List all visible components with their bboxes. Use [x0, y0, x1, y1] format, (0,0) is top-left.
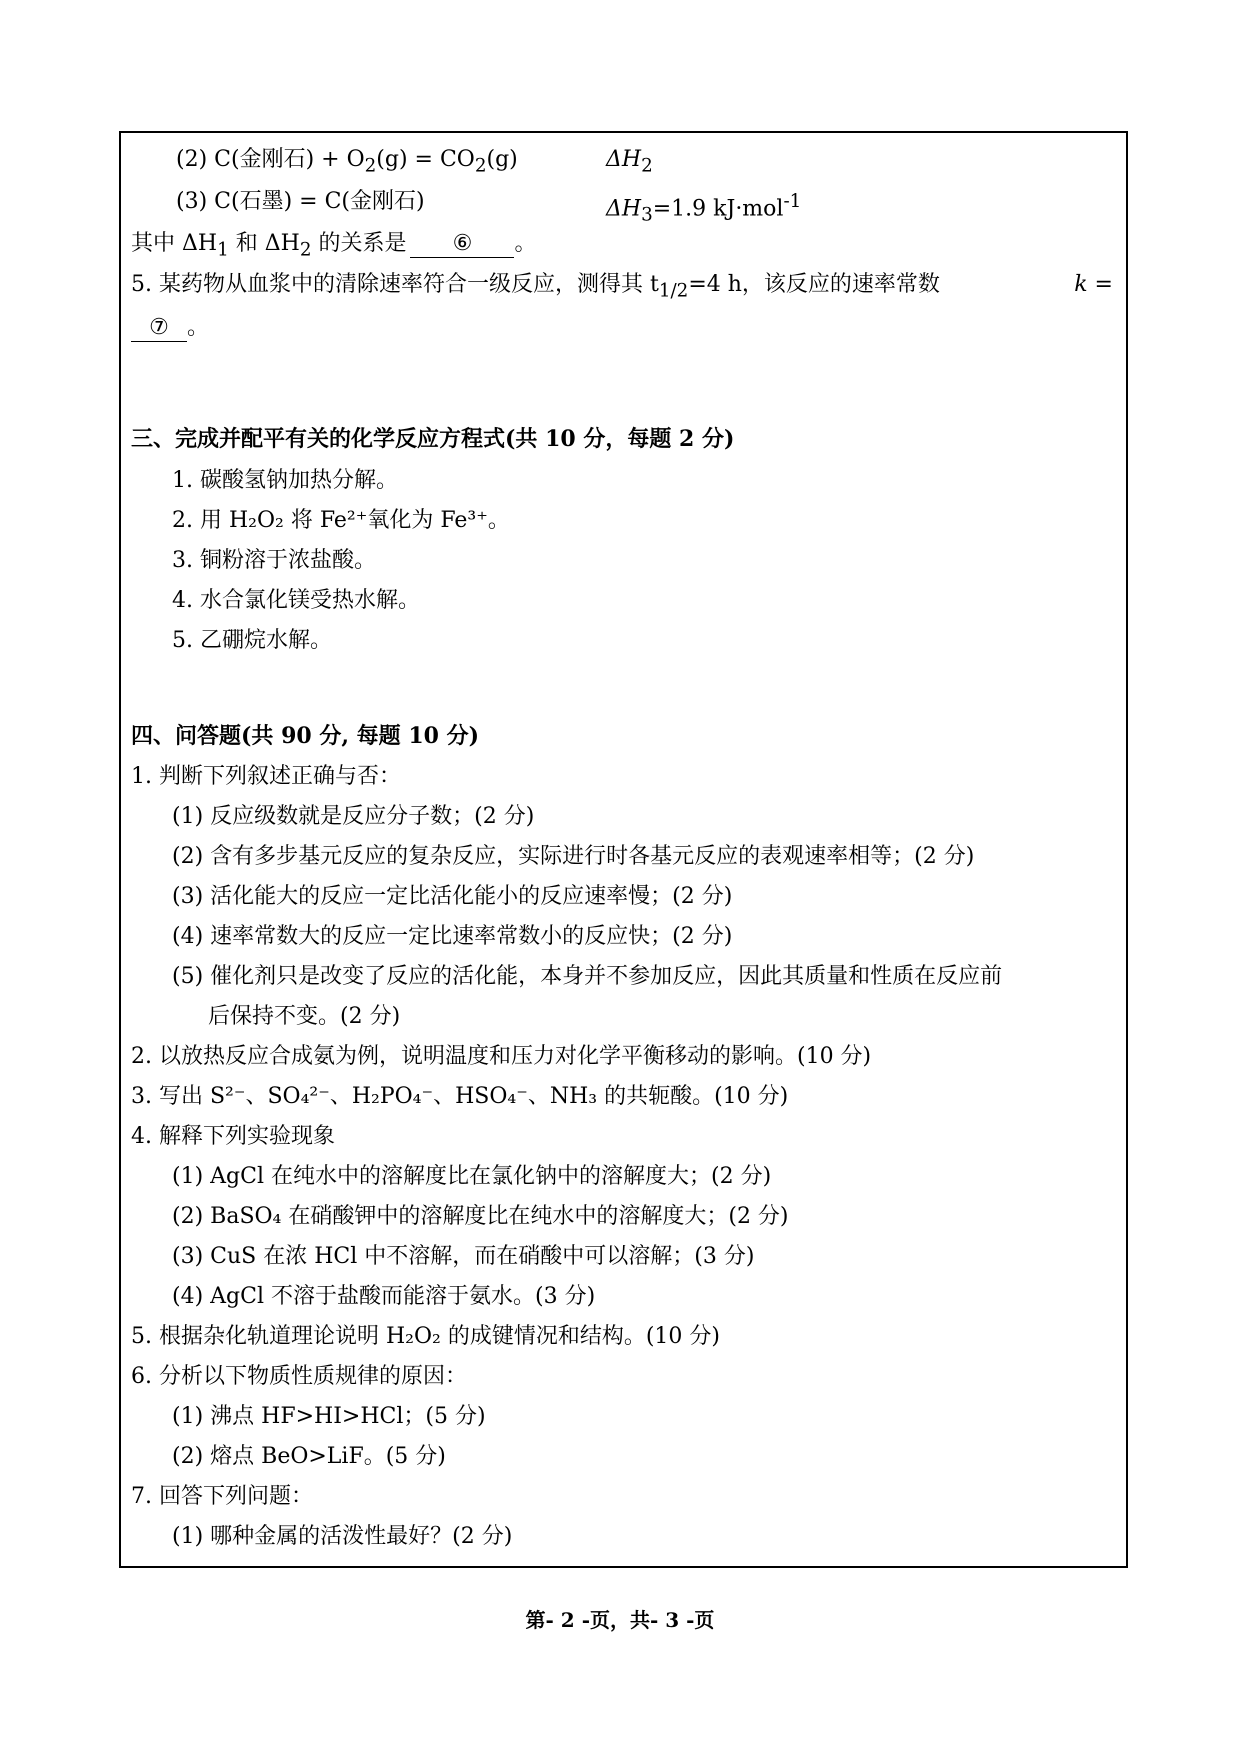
q4-4-item-2: (2) BaSO₄ 在硝酸钾中的溶解度比在纯水中的溶解度大；(2 分) — [172, 1204, 789, 1229]
q4-5: 5. 根据杂化轨道理论说明 H₂O₂ 的成键情况和结构。(10 分) — [131, 1324, 720, 1349]
question-5-line1 — [131, 269, 1113, 307]
q4-6-item-2: (2) 熔点 BeO>LiF。(5 分) — [172, 1444, 446, 1469]
q4-7-item-1: (1) 哪种金属的活泼性最好？(2 分) — [172, 1524, 513, 1549]
q4-3: 3. 写出 S²⁻、SO₄²⁻、H₂PO₄⁻、HSO₄⁻、NH₃ 的共轭酸。(10 分) — [131, 1084, 789, 1109]
q5-k: k = — [1074, 272, 1113, 297]
sec3-item-5: 5. 乙硼烷水解。 — [172, 628, 332, 653]
eq2-dh: ΔH — [606, 147, 642, 172]
sec3-item-1: 1. 碳酸氢钠加热分解。 — [172, 468, 398, 493]
sec3-item-4: 4. 水合氯化镁受热水解。 — [172, 588, 420, 613]
section-4-heading: 四、问答题(共 90 分, 每题 10 分) — [131, 723, 480, 749]
q5-half-sub: 1/2 — [658, 280, 689, 302]
rel-sub2: 2 — [299, 239, 312, 261]
answer-blank-6[interactable]: ⑥ — [410, 231, 514, 258]
rel-sub1: 1 — [217, 239, 229, 261]
eq2-o2-sub: 2 — [364, 155, 377, 177]
q4-6-item-1: (1) 沸点 HF>HI>HCl；(5 分) — [172, 1404, 486, 1429]
q4-4-item-1: (1) AgCl 在纯水中的溶解度比在氯化钠中的溶解度大；(2 分) — [172, 1164, 772, 1189]
q4-1-item-5: (5) 催化剂只是改变了反应的活化能，本身并不参加反应，因此其质量和性质在反应前 — [172, 964, 1003, 989]
q4-7: 7. 回答下列问题： — [131, 1484, 313, 1509]
q4-1: 1. 判断下列叙述正确与否： — [131, 764, 401, 789]
q4-1-item-1: (1) 反应级数就是反应分子数；(2 分) — [172, 804, 535, 829]
q4-1-item-5-cont: 后保持不变。(2 分) — [208, 1004, 401, 1029]
q4-4-item-4: (4) AgCl 不溶于盐酸而能溶于氨水。(3 分) — [172, 1284, 596, 1309]
eq3-value: =1.9 kJ·mol — [652, 196, 784, 222]
q4-1-item-4: (4) 速率常数大的反应一定比速率常数小的反应快；(2 分) — [172, 924, 733, 949]
q5-b: =4 h，该反应的速率常数 — [688, 272, 940, 297]
equation-2-enthalpy — [606, 144, 653, 182]
q4-4: 4. 解释下列实验现象 — [131, 1124, 335, 1149]
eq3-dh: ΔH — [606, 196, 642, 222]
eq2-co2-sub: 2 — [474, 155, 487, 177]
page-footer: 第- 2 -页，共- 3 -页 — [525, 1608, 715, 1632]
q4-1-item-2: (2) 含有多步基元反应的复杂反应，实际进行时各基元反应的表观速率相等；(2 分) — [172, 844, 975, 869]
eq2-mid: (g) = CO — [376, 147, 475, 172]
sec3-item-2: 2. 用 H₂O₂ 将 Fe²⁺氧化为 Fe³⁺。 — [172, 508, 510, 533]
rel-pre: 其中 ΔH — [131, 231, 218, 256]
eq2-label: (2) C(金刚石) + O — [176, 147, 365, 172]
sec3-item-3: 3. 铜粉溶于浓盐酸。 — [172, 548, 376, 573]
q4-2: 2. 以放热反应合成氨为例，说明温度和压力对化学平衡移动的影响。(10 分) — [131, 1044, 872, 1069]
q5-text — [131, 269, 940, 307]
section-3-heading: 三、完成并配平有关的化学反应方程式(共 10 分，每题 2 分) — [131, 426, 735, 452]
equation-3: (3) C(石墨) = C(金刚石) — [176, 189, 425, 214]
q4-1-item-3: (3) 活化能大的反应一定比活化能小的反应速率慢；(2 分) — [172, 884, 733, 909]
question-5-line2 — [131, 312, 209, 344]
rel-end: 。 — [514, 231, 537, 256]
equation-3-enthalpy — [606, 186, 801, 232]
answer-blank-7[interactable]: ⑦ — [131, 315, 187, 342]
eq2-dh-sub: 2 — [641, 155, 653, 177]
equation-2 — [176, 144, 518, 182]
eq3-unit-sup: -1 — [783, 191, 802, 212]
rel-mid: 和 ΔH — [228, 231, 300, 256]
q5-a: 5. 某药物从血浆中的清除速率符合一级反应，测得其 t — [131, 272, 659, 297]
eq2-tail: (g) — [486, 147, 518, 172]
rel-post: 的关系是 — [311, 231, 407, 256]
q5-end: 。 — [187, 315, 210, 340]
eq3-dh-sub: 3 — [641, 204, 653, 226]
relation-question — [131, 228, 537, 266]
q4-6: 6. 分析以下物质性质规律的原因： — [131, 1364, 467, 1389]
q4-4-item-3: (3) CuS 在浓 HCl 中不溶解，而在硝酸中可以溶解；(3 分) — [172, 1244, 755, 1269]
